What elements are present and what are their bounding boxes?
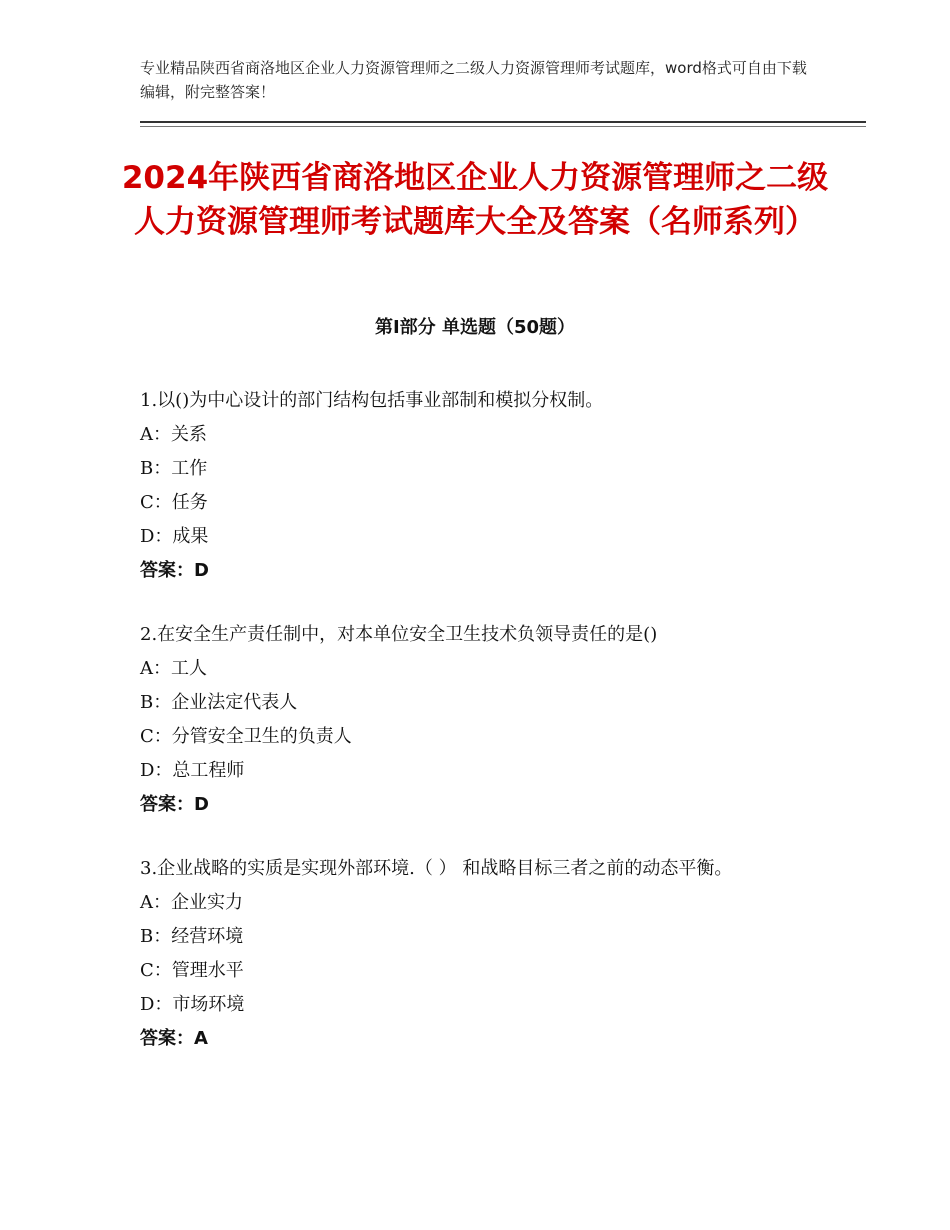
option-c: C：任务 xyxy=(140,492,208,513)
answer: 答案：D xyxy=(140,560,209,581)
question-text: 3.企业战略的实质是实现外部环境.（ ） 和战略目标三者之前的动态平衡。 xyxy=(140,858,733,879)
question-3 xyxy=(140,852,820,1056)
option-c: C：分管安全卫生的负责人 xyxy=(140,726,352,747)
option-a: A：关系 xyxy=(140,424,207,445)
option-c: C：管理水平 xyxy=(140,960,244,981)
option-a: A：企业实力 xyxy=(140,892,243,913)
question-text: 2.在安全生产责任制中，对本单位安全卫生技术负领导责任的是() xyxy=(140,624,658,645)
option-d: D：市场环境 xyxy=(140,994,245,1015)
header-note: 专业精品陕西省商洛地区企业人力资源管理师之二级人力资源管理师考试题库，word格式可自由下载编辑，附完整答案！ xyxy=(140,59,807,101)
option-d: D：总工程师 xyxy=(140,760,245,781)
option-b: B：工作 xyxy=(140,458,208,479)
document-title: 2024年陕西省商洛地区企业人力资源管理师之二级人力资源管理师考试题库大全及答案（名师系列） xyxy=(121,160,829,240)
option-b: B：企业法定代表人 xyxy=(140,692,298,713)
option-b: B：经营环境 xyxy=(140,926,244,947)
section-heading: 第Ⅰ部分 单选题（50题） xyxy=(374,317,575,338)
header-rule-top xyxy=(140,121,866,123)
question-text: 1.以()为中心设计的部门结构包括事业部制和模拟分权制。 xyxy=(140,390,604,411)
answer: 答案：A xyxy=(140,1028,208,1049)
question-1 xyxy=(140,384,820,588)
question-2 xyxy=(140,618,820,822)
question-list xyxy=(140,384,820,1086)
header-rule-bottom xyxy=(140,126,866,127)
option-d: D：成果 xyxy=(140,526,209,547)
answer: 答案：D xyxy=(140,794,209,815)
option-a: A：工人 xyxy=(140,658,207,679)
